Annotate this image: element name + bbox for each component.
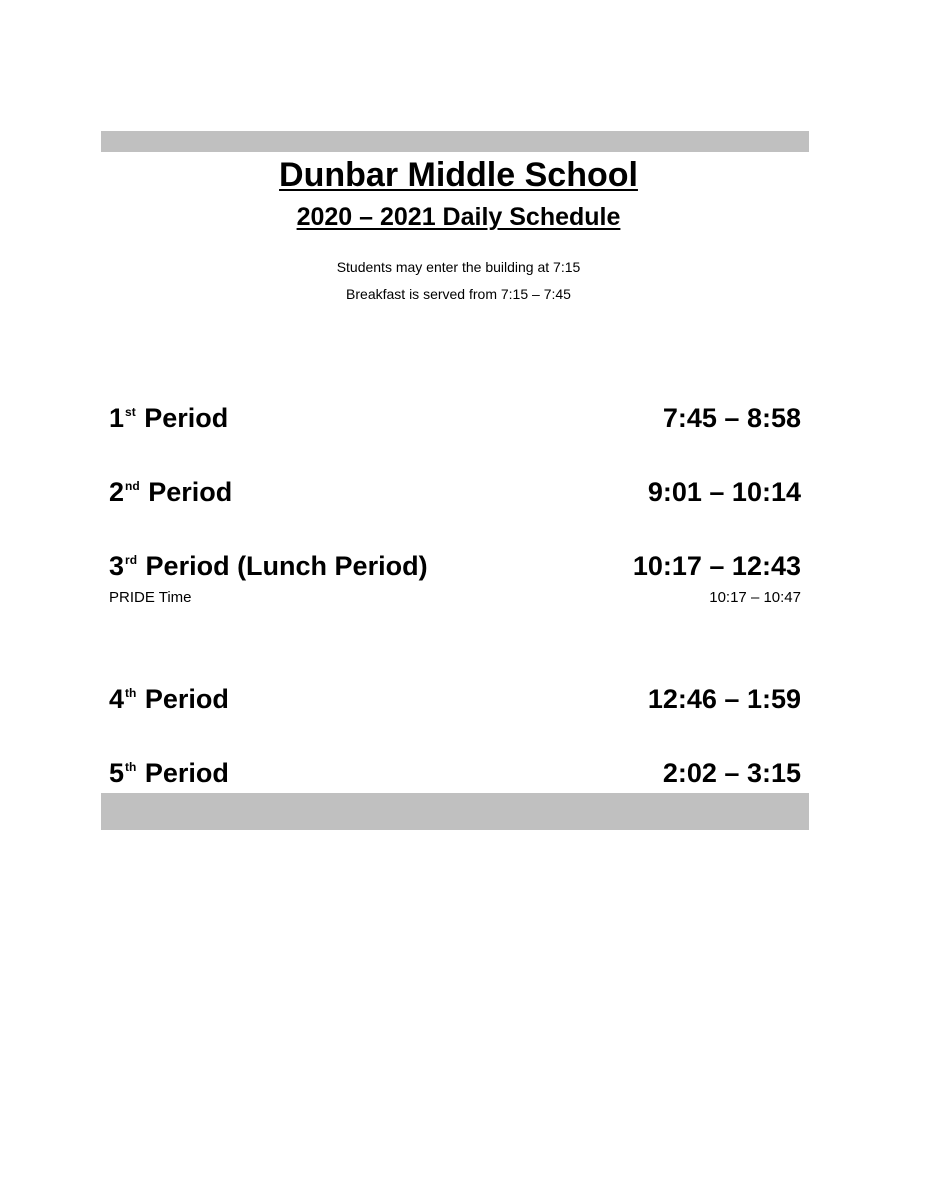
period-time: 9:01 – 10:14 xyxy=(647,477,801,507)
period-row-5 xyxy=(109,758,801,798)
period-name: 3rd Period (Lunch Period) xyxy=(109,551,428,581)
period-name: 1st Period xyxy=(109,403,229,433)
period-time: 2:02 – 3:15 xyxy=(662,758,801,788)
pride-time-value: 10:17 – 10:47 xyxy=(709,589,801,606)
period-time: 12:46 – 1:59 xyxy=(647,684,801,714)
period-name: 4th Period xyxy=(109,684,229,714)
period-row-2 xyxy=(109,477,801,517)
pride-time-label: PRIDE Time xyxy=(109,589,192,606)
school-title: Dunbar Middle School xyxy=(279,156,638,194)
entry-note: Students may enter the building at 7:15 xyxy=(336,259,581,275)
period-name: 5th Period xyxy=(109,758,229,788)
period-time: 10:17 – 12:43 xyxy=(632,551,801,581)
period-name: 2nd Period xyxy=(109,477,233,507)
period-row-4 xyxy=(109,684,801,724)
period-row-3 xyxy=(109,551,801,591)
period-row-1 xyxy=(109,403,801,443)
period-time: 7:45 – 8:58 xyxy=(662,403,801,433)
breakfast-note: Breakfast is served from 7:15 – 7:45 xyxy=(346,286,571,302)
top-banner-bar xyxy=(101,131,809,152)
schedule-subtitle: 2020 – 2021 Daily Schedule xyxy=(296,203,621,231)
bottom-banner-bar xyxy=(101,793,809,830)
